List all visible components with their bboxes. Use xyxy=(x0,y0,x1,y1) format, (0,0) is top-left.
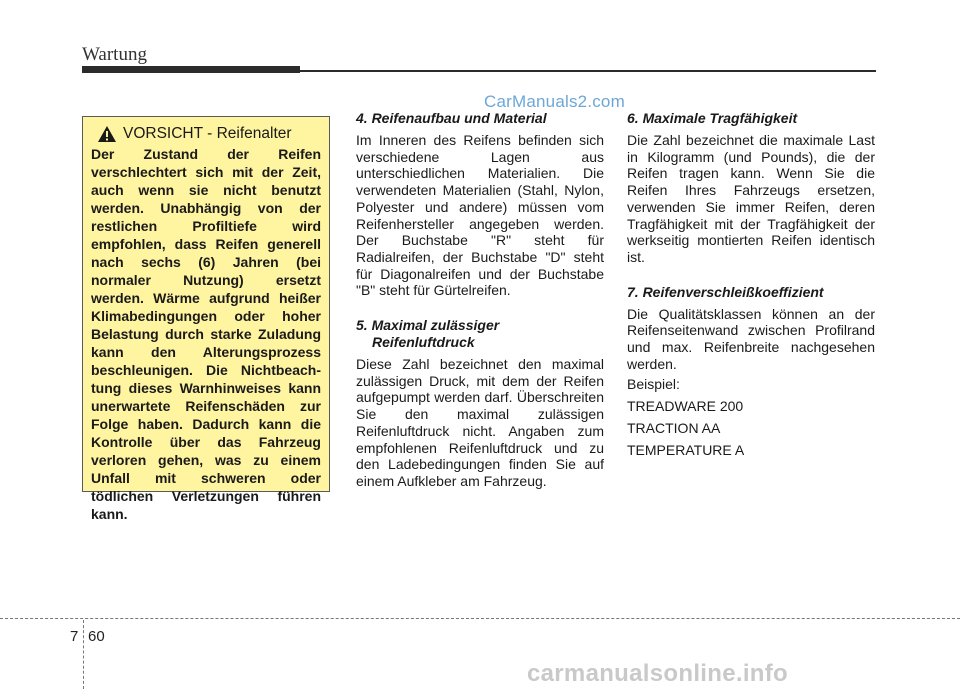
section-5-title xyxy=(356,317,604,351)
caution-heading: VORSICHT - Reifenalter xyxy=(123,125,292,142)
watermark-top: CarManuals2.com xyxy=(484,92,625,111)
example-block xyxy=(627,376,875,459)
section-5-title-line1: 5. Maximal zulässiger xyxy=(356,317,500,334)
example-temperature: TEMPERATURE A xyxy=(627,442,745,459)
header-rule-thick xyxy=(82,66,300,73)
section-5-body: Diese Zahl bezeichnet den maximal zulässigen Druck, mit dem der Reifen aufgepumpt werden darf. Überschreiten Sie den maximal zulässigen Reifenluftdruck nicht. Angaben zum empfohlenen Reifenluftdruck und zu den Ladebedingungen finden Sie auf einem Aufkleber am Fahrzeug. xyxy=(356,356,604,489)
section-6-title: 6. Maximale Tragfähigkeit xyxy=(627,110,798,126)
header-rule-thin xyxy=(300,70,876,72)
example-traction: TRACTION AA xyxy=(627,420,721,437)
page-section-title: Wartung xyxy=(82,44,147,65)
caution-heading-row xyxy=(97,125,321,143)
warning-triangle-icon xyxy=(97,125,117,143)
section-7-title: 7. Reifenverschleißkoeffizient xyxy=(627,283,824,300)
footer-divider xyxy=(0,618,960,619)
watermark-bottom: carmanualsonline.info xyxy=(527,660,789,687)
footer-vertical-divider xyxy=(83,620,84,689)
section-4-title: 4. Reifenaufbau und Material xyxy=(356,110,547,126)
example-treadwear: TREADWARE 200 xyxy=(627,398,744,415)
section-5-title-line2: Reifenluftdruck xyxy=(372,334,475,351)
section-7-body: Die Qualitätsklassen können an der Reifenseitenwand zwischen Profilrand und max. Reifenbreite nachgesehen werden. xyxy=(627,305,875,372)
right-column xyxy=(627,110,875,464)
section-4-body: Im Inneren des Reifens befinden sich verschiedene Lagen aus unterschiedlichen Materialien. Die verwendeten Materialien (Stahl, Nylon, Polyester und andere) müssen vom Reifenhersteller angegeben werden. Der Buchstabe "R" steht für Radialreifen, der Buchstabe "D" steht für Diagonalreifen und der Buchstabe "B" steht für Gürtelreifen. xyxy=(356,132,604,299)
example-label: Beispiel: xyxy=(627,376,680,393)
middle-column xyxy=(356,110,604,490)
section-6-body: Die Zahl bezeichnet die maximale Last in Kilogramm (und Pounds), die der Reifen tragen kann. Wenn Sie die Reifen Ihres Fahrzeugs ersetzen, verwenden Sie immer Reifen, deren Tragfähigkeit mit der Tragfähigkeit der werkseitig montierten Reifen identisch ist. xyxy=(627,132,875,265)
caution-box xyxy=(82,116,330,522)
page-number: 60 xyxy=(88,628,105,645)
caution-body: Der Zustand der Reifen verschlechtert sich mit der Zeit, auch wenn sie nicht benutzt werden. Unabhängig von der restlichen Profiltiefe wird empfohlen, dass Reifen generell nach sechs (6) Jahren (bei normaler Nutzung) ersetzt werden. Wärme aufgrund heißer Klimabedingungen oder hoher Belastung durch starke Zuladung kann den Alterungsprozess beschleunigen. Die Nichtbeach-tung dieses Warnhinweises kann unerwartete Reifenschäden zur Folge haben. Dadurch kann die Kontrolle über das Fahrzeug verloren gehen, was zu einem Unfall mit schweren oder tödlichen Verletzungen führen kann. xyxy=(91,146,321,522)
chapter-number: 7 xyxy=(70,628,79,645)
